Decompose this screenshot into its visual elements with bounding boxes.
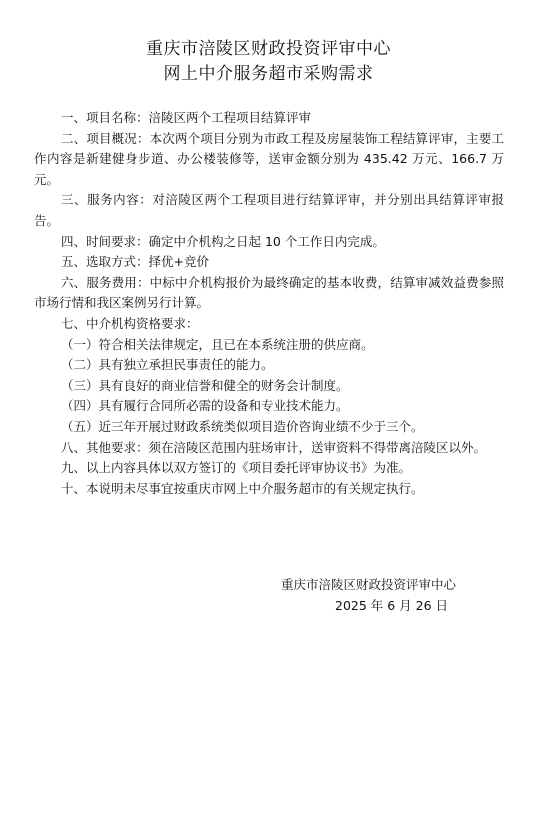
paragraph-qualification-3: （三）具有良好的商业信誉和健全的财务会计制度。 xyxy=(61,377,349,393)
paragraph-selection-method: 五、选取方式：择优+竞价 xyxy=(61,254,209,270)
document-title-line2: 网上中介服务超市采购需求 xyxy=(163,64,374,84)
paragraph-project-overview: 二、项目概况：本次两个项目分别为市政工程及房屋装饰工程结算评审，主要工作内容是新建健身步道、办公楼装修等，送审金额分别为 435.42 万元、166.7 万元。 xyxy=(34,130,504,187)
signature-organization: 重庆市涪陵区财政投资评审中心 xyxy=(281,577,457,592)
paragraph-service-fee: 六、服务费用：中标中介机构报价为最终确定的基本收费，结算审减效益费参照市场行情和我区案例另行计算。 xyxy=(34,274,504,311)
paragraph-qualification-5: （五）近三年开展过财政系统类似项目造价咨询业绩不少于三个。 xyxy=(61,418,424,434)
paragraph-qualification-1: （一）符合相关法律规定，且已在本系统注册的供应商。 xyxy=(61,336,374,352)
paragraph-other-requirements: 八、其他要求：须在涪陵区范围内驻场审计，送审资料不得带离涪陵区以外。 xyxy=(61,439,487,455)
document-title-line1: 重庆市涪陵区财政投资评审中心 xyxy=(146,39,391,59)
document-body xyxy=(34,108,504,499)
signature-date: 2025 年 6 月 26 日 xyxy=(335,598,449,613)
paragraph-time-requirement: 四、时间要求：确定中介机构之日起 10 个工作日内完成。 xyxy=(61,233,385,249)
paragraph-project-name: 一、项目名称：涪陵区两个工程项目结算评审 xyxy=(61,110,312,125)
paragraph-qualification-heading: 七、中介机构资格要求： xyxy=(61,315,199,331)
paragraph-qualification-4: （四）具有履行合同所必需的设备和专业技术能力。 xyxy=(61,398,349,414)
paragraph-agreement: 九、以上内容具体以双方签订的《项目委托评审协议书》为准。 xyxy=(61,460,412,476)
paragraph-qualification-2: （二）具有独立承担民事责任的能力。 xyxy=(61,357,274,373)
paragraph-supplementary: 十、本说明未尽事宜按重庆市网上中介服务超市的有关规定执行。 xyxy=(61,480,424,496)
paragraph-service-content: 三、服务内容：对涪陵区两个工程项目进行结算评审，并分别出具结算评审报告。 xyxy=(34,192,504,228)
